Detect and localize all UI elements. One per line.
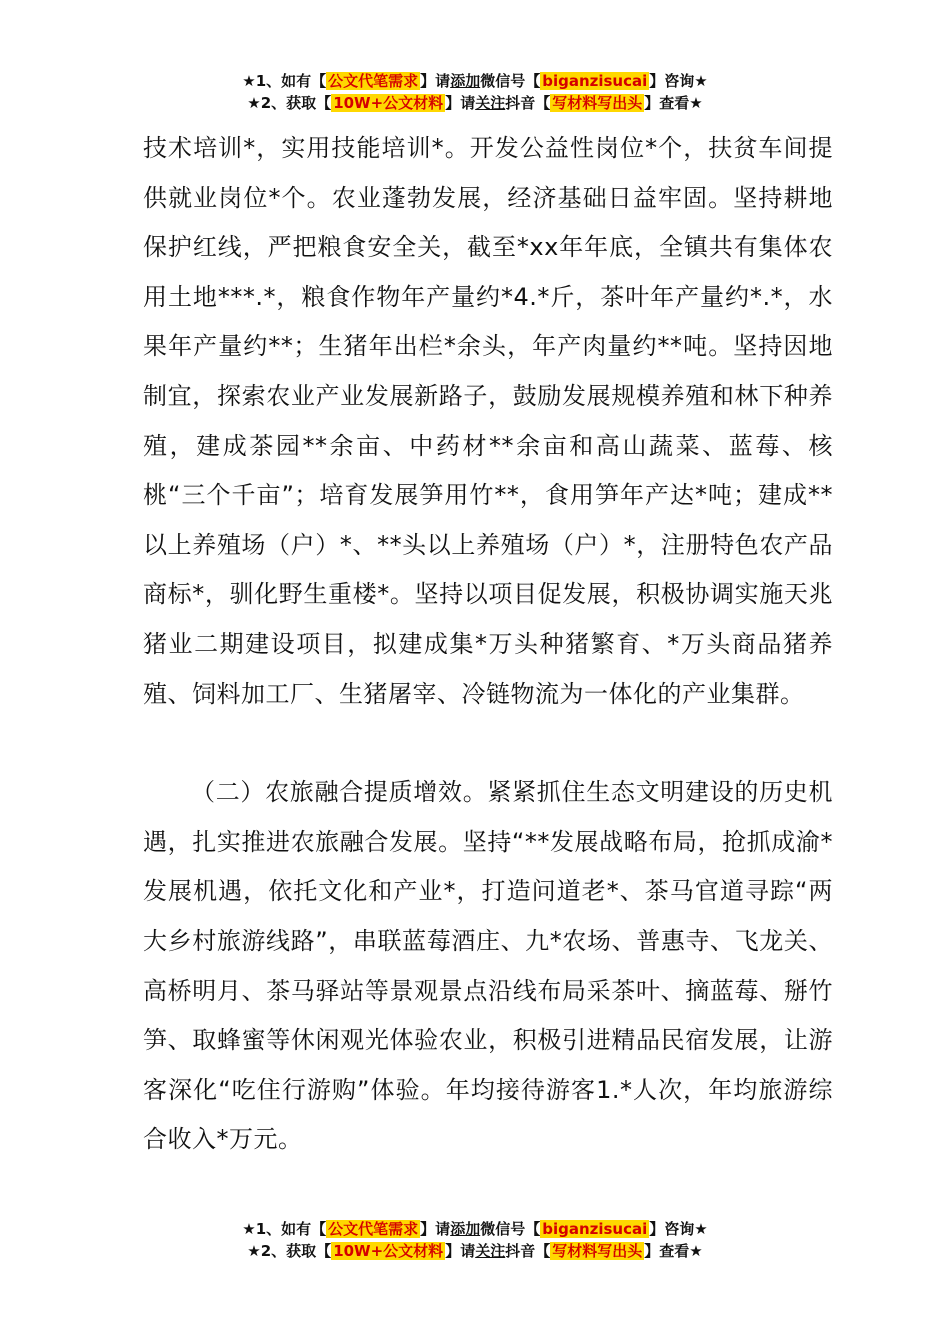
banner-underline: 关注 (475, 1242, 506, 1260)
banner-underline: 添加 (450, 72, 481, 90)
banner-line-1 (0, 70, 950, 92)
banner-text: 】请 (420, 1220, 451, 1238)
highlight-wechat-id: biganzisucai (542, 1220, 648, 1238)
banner-line-2 (0, 92, 950, 114)
document-body (143, 124, 833, 1165)
banner-underline: 添加 (450, 1220, 481, 1238)
banner-text: ★1、如有【 (242, 72, 327, 90)
banner-text: 抖音【 (505, 94, 551, 112)
header-banner (0, 70, 950, 114)
highlight-douyin: 写材料写出头 (552, 94, 643, 112)
banner-text: 微信号【 (480, 72, 541, 90)
highlight-service: 公文代笔需求 (328, 1220, 419, 1238)
banner-line-1 (0, 1218, 950, 1240)
banner-text: 】请 (445, 94, 476, 112)
banner-text: 微信号【 (480, 1220, 541, 1238)
banner-underline: 关注 (475, 94, 506, 112)
highlight-douyin: 写材料写出头 (552, 1242, 643, 1260)
banner-text: 抖音【 (505, 1242, 551, 1260)
banner-text: 】咨询★ (649, 72, 708, 90)
banner-text: 】咨询★ (649, 1220, 708, 1238)
banner-text: 】请 (445, 1242, 476, 1260)
highlight-wechat-id: biganzisucai (542, 72, 648, 90)
paragraph-agriculture: 技术培训*，实用技能培训*。开发公益性岗位*个，扶贫车间提供就业岗位*个。农业蓬勃发展，经济基础日益牢固。坚持耕地保护红线，严把粮食安全关，截至*xx年年底，全镇共有集体农用土地***.*，粮食作物年产量约*4.*斤，茶叶年产量约*.*，水果年产量约**；生猪年出栏*余头，年产肉量约**吨。坚持因地制宜，探索农业产业发展新路子，鼓励发展规模养殖和林下种养殖，建成茶园**余亩、中药材**余亩和高山蔬菜、蓝莓、核桃“三个千亩”；培育发展笋用竹**，食用笋年产达*吨；建成**以上养殖场（户）*、**头以上养殖场（户）*，注册特色农产品商标*，驯化野生重楼*。坚持以项目促发展，积极协调实施天兆猪业二期建设项目，拟建成集*万头种猪繁育、*万头商品猪养殖、饲料加工厂、生猪屠宰、冷链物流为一体化的产业集群。 (143, 134, 833, 708)
banner-text: 】查看★ (644, 94, 703, 112)
banner-text: ★2、获取【 (247, 1242, 332, 1260)
footer-banner (0, 1218, 950, 1262)
banner-text: 】查看★ (644, 1242, 703, 1260)
banner-text: ★2、获取【 (247, 94, 332, 112)
banner-text: ★1、如有【 (242, 1220, 327, 1238)
highlight-materials: 10W+公文材料 (333, 94, 444, 112)
highlight-service: 公文代笔需求 (328, 72, 419, 90)
paragraph-agri-tourism: （二）农旅融合提质增效。紧紧抓住生态文明建设的历史机遇，扎实推进农旅融合发展。坚持“**发展战略布局，抢抓成渝*发展机遇，依托文化和产业*，打造问道老*、茶马官道寻踪“两大乡村旅游线路”，串联蓝莓酒庄、九*农场、普惠寺、飞龙关、高桥明月、茶马驿站等景观景点沿线布局采茶叶、摘蓝莓、掰竹笋、取蜂蜜等休闲观光体验农业，积极引进精品民宿发展，让游客深化“吃住行游购”体验。年均接待游客1.*人次，年均旅游综合收入*万元。 (143, 778, 833, 1154)
banner-text: 】请 (420, 72, 451, 90)
highlight-materials: 10W+公文材料 (333, 1242, 444, 1260)
banner-line-2 (0, 1240, 950, 1262)
